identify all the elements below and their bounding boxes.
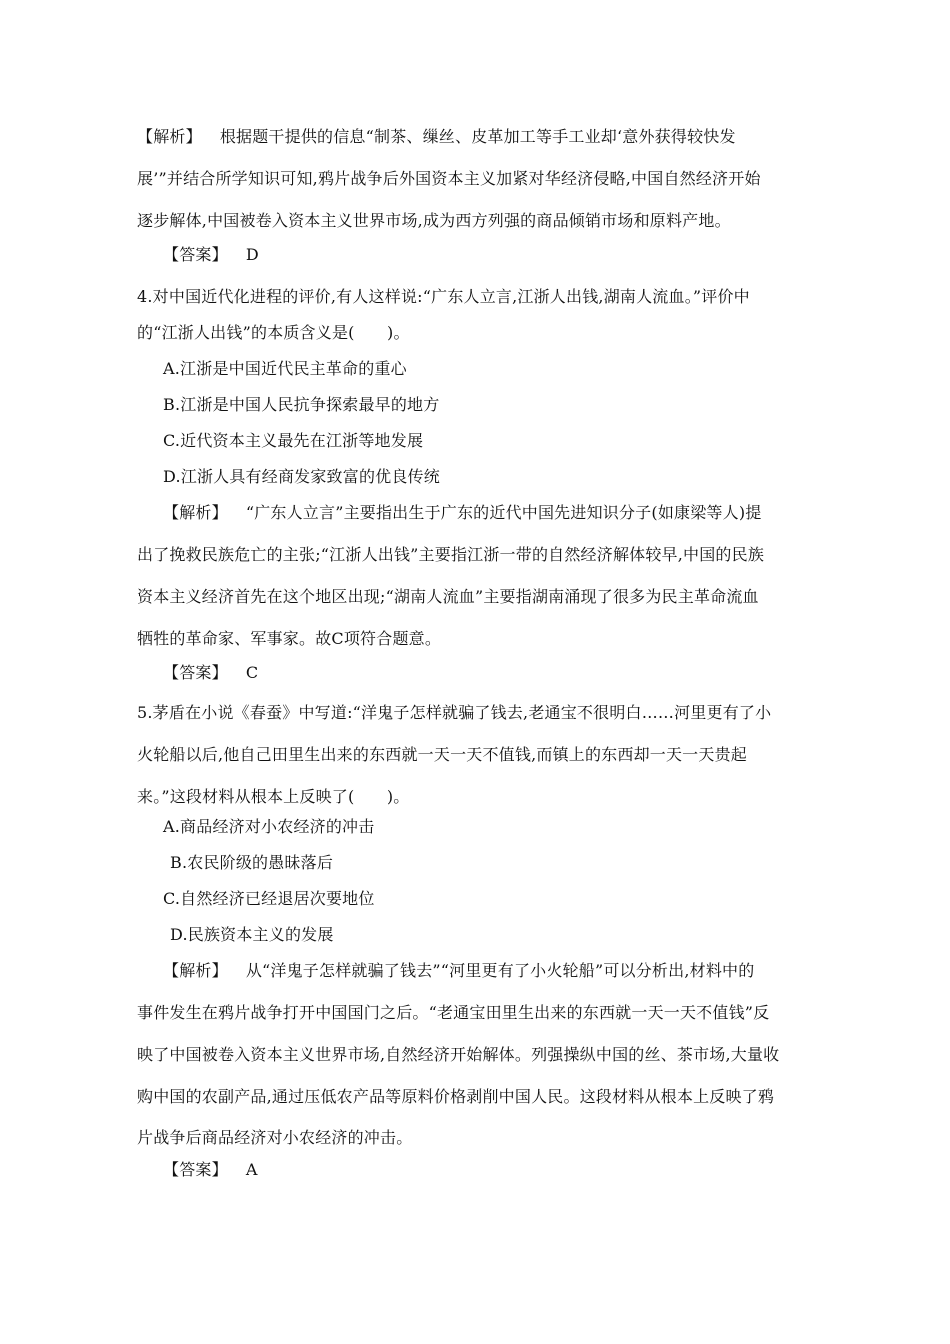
analysis-text: “广东人立言”主要指出生于广东的近代中国先进知识分子(如康梁等人)提 (245, 503, 762, 522)
q5-analysis-line-4: 购中国的农副产品,通过压低农产品等原料价格剥削中国人民。这段材料从根本上反映了鸦 (137, 1087, 775, 1106)
q4-option-a: A.江浙是中国近代民主革命的重心 (163, 359, 407, 378)
q5-stem-line-1: 5.茅盾在小说《春蚕》中写道:“洋鬼子怎样就骗了钱去,老通宝不很明白……河里更有了小 (137, 703, 772, 722)
q5-stem-line-3: 来。”这段材料从根本上反映了( )。 (137, 787, 410, 806)
analysis-text: 从“洋鬼子怎样就骗了钱去”“河里更有了小火轮船”可以分析出,材料中的 (245, 961, 755, 980)
answer-value: A (245, 1160, 258, 1179)
q5-option-d: D.民族资本主义的发展 (170, 925, 334, 944)
q4-analysis-line-4: 牺牲的革命家、军事家。故C项符合题意。 (137, 629, 442, 648)
q4-option-c: C.近代资本主义最先在江浙等地发展 (163, 431, 424, 450)
analysis-label: 【解析】 (137, 127, 202, 146)
q4-stem-line-1: 4.对中国近代化进程的评价,有人这样说:“广东人立言,江浙人出钱,湖南人流血。”评价中 (137, 287, 750, 306)
q5-analysis-line-5: 片战争后商品经济对小农经济的冲击。 (137, 1128, 413, 1147)
q3-answer (163, 245, 259, 265)
analysis-label: 【解析】 (163, 961, 228, 980)
answer-label: 【答案】 (163, 245, 228, 264)
q5-option-c: C.自然经济已经退居次要地位 (163, 889, 375, 908)
q4-analysis-line-3: 资本主义经济首先在这个地区出现;“湖南人流血”主要指湖南涌现了很多为民主革命流血 (137, 587, 759, 606)
q4-stem-line-2: 的“江浙人出钱”的本质含义是( )。 (137, 323, 410, 342)
answer-value: C (245, 663, 259, 682)
q4-analysis-line-2: 出了挽救民族危亡的主张;“江浙人出钱”主要指江浙一带的自然经济解体较早,中国的民族 (137, 545, 765, 564)
q5-stem-line-2: 火轮船以后,他自己田里生出来的东西就一天一天不值钱,而镇上的东西却一天一天贵起 (137, 745, 747, 764)
analysis-text: 根据题干提供的信息“制茶、缫丝、皮革加工等手工业却‘意外获得较快发 (219, 127, 736, 146)
q5-answer (163, 1160, 258, 1180)
q4-analysis-line-1 (163, 503, 761, 523)
q4-option-d: D.江浙人具有经商发家致富的优良传统 (163, 467, 440, 486)
q3-analysis-line-1 (137, 127, 736, 147)
answer-value: D (245, 245, 259, 264)
q5-analysis-line-2: 事件发生在鸦片战争打开中国国门之后。“老通宝田里生出来的东西就一天一天不值钱”反 (137, 1003, 770, 1022)
answer-label: 【答案】 (163, 663, 228, 682)
q3-analysis-line-2: 展’”并结合所学知识可知,鸦片战争后外国资本主义加紧对华经济侵略,中国自然经济开始 (137, 169, 761, 188)
answer-label: 【答案】 (163, 1160, 228, 1179)
q4-option-b: B.江浙是中国人民抗争探索最早的地方 (163, 395, 440, 414)
q5-analysis-line-1 (163, 961, 754, 981)
analysis-label: 【解析】 (163, 503, 228, 522)
q5-analysis-line-3: 映了中国被卷入资本主义世界市场,自然经济开始解体。列强操纵中国的丝、茶市场,大量收 (137, 1045, 780, 1064)
q3-analysis-line-3: 逐步解体,中国被卷入资本主义世界市场,成为西方列强的商品倾销市场和原料产地。 (137, 211, 731, 230)
q5-option-b: B.农民阶级的愚昧落后 (170, 853, 334, 872)
q4-answer (163, 663, 258, 683)
q5-option-a: A.商品经济对小农经济的冲击 (163, 817, 375, 836)
